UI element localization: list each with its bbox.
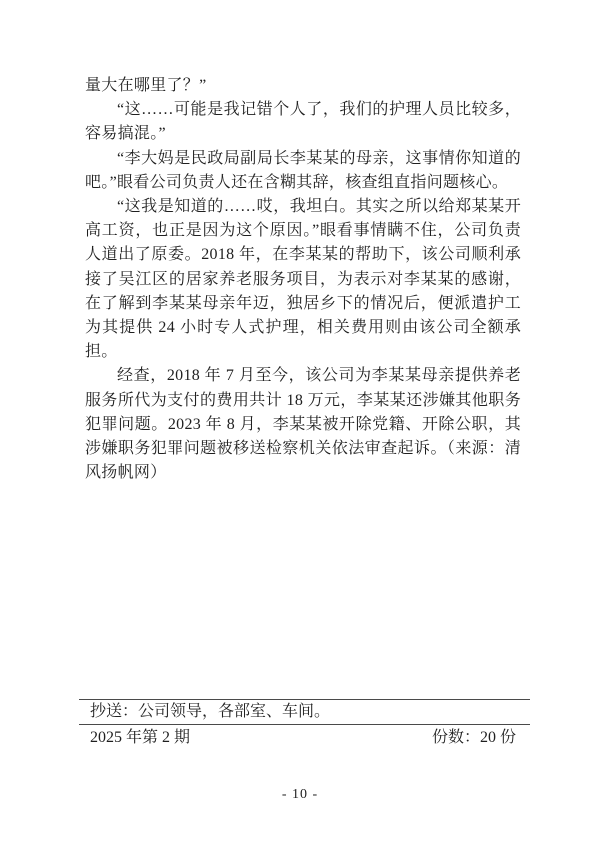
cc-line: 抄送：公司领导，各部室、车间。 [90, 703, 331, 720]
paragraph: 经查，2018 年 7 月至今，该公司为李某某母亲提供养老服务所代为支付的费用共计 18 万元，李某某还涉嫌其他职务犯罪问题。2023 年 8 月，李某某被开除党籍、开除公职，其涉嫌职务犯罪问题被移送检察机关依法审查起诉。（来源：清风扬帆网） [85, 367, 521, 482]
paragraph: “这我是知道的……哎，我坦白。其实之所以给郑某某开高工资，也正是因为这个原因。”眼看事情瞒不住，公司负责人道出了原委。2018 年，在李某某的帮助下，该公司顺利承接了吴江区的居家养老服务项目，为表示对李某某的感谢，在了解到李某某母亲年迈，独居乡下的情况后，便派遣护工为其提供 24 小时专人式护理，相关费用则由该公司全额承担。 [85, 198, 521, 361]
cc-row [79, 700, 530, 724]
copies-count: 份数：20 份 [431, 729, 516, 746]
page-number: - 10 - [281, 787, 319, 802]
issue-number: 2025 年第 2 期 [90, 729, 191, 746]
document-body [85, 74, 521, 485]
issue-row [79, 725, 530, 749]
paragraph: “这……可能是我记错个人了，我们的护理人员比较多，容易搞混。” [85, 101, 521, 143]
paragraph: “李大妈是民政局副局长李某某的母亲，这事情你知道的吧。”眼看公司负责人还在含糊其辞，核查组直指问题核心。 [85, 149, 521, 191]
paragraph-continued: 量大在哪里了？” [85, 77, 207, 94]
document-footer [79, 699, 530, 749]
